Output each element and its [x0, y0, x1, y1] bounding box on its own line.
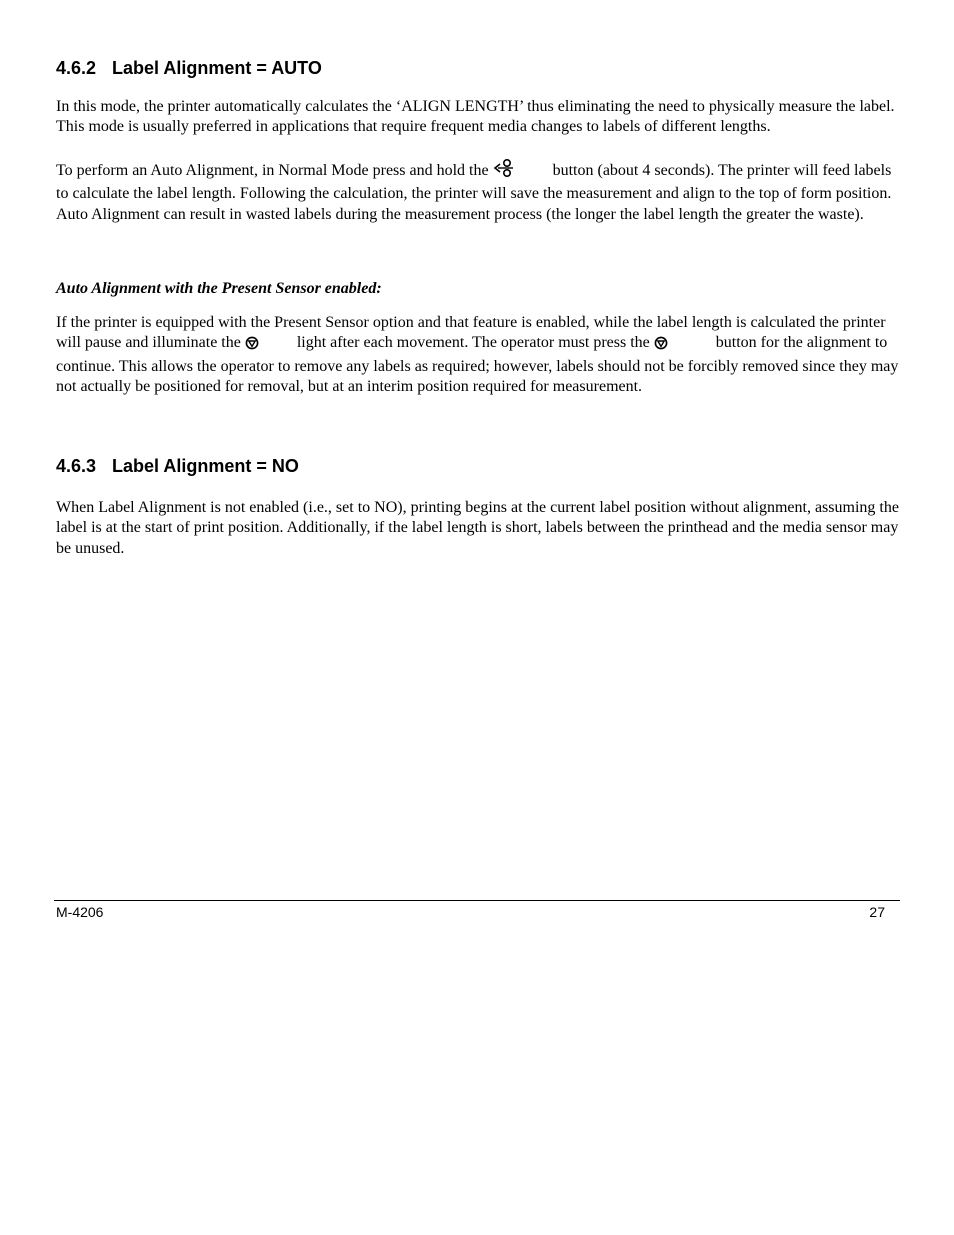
section-title: Label Alignment = AUTO — [112, 58, 322, 78]
section-number: 4.6.3 — [56, 456, 97, 476]
pause-icon — [654, 336, 668, 356]
para-text: light after each movement. The operator must press the — [296, 334, 654, 352]
paragraph-alignment-no: When Label Alignment is not enabled (i.e., set to NO), printing begins at the current label position without alignment, assuming the label is at the start of print position. Additionally, if the label length is short, labels between the printhead and the media sensor may be unused. — [56, 499, 899, 557]
footer-divider — [54, 900, 900, 901]
section-heading-4-6-2 — [56, 58, 322, 79]
pause-icon — [245, 336, 259, 356]
footer-doc-number: M-4206 — [56, 904, 104, 920]
paragraph-present-sensor — [56, 313, 902, 398]
para-text: To perform an Auto Alignment, in Normal Mode press and hold the — [56, 162, 493, 179]
subheading-present-sensor: Auto Alignment with the Present Sensor enabled: — [56, 280, 382, 297]
para-text: button (about 4 seconds). The printer will feed labels to calculate the label length. Following the calculation, the printer will save the measurement and align to the top of form position. Auto Alignment can result in wasted labels during the measurement process (the longer the label length the greater the waste). — [56, 162, 892, 223]
section-number: 4.6.2 — [56, 58, 97, 78]
feed-align-icon — [493, 158, 515, 184]
para-text: button for the alignment to continue. This allows the operator to remove any labels as required; however, labels should not be forcibly removed since they may not actually be positioned for removal, but at an interim position required for measurement. — [56, 334, 899, 396]
footer-page-number: 27 — [869, 904, 885, 920]
section-title: Label Alignment = NO — [112, 456, 299, 476]
section-heading-4-6-3 — [56, 456, 299, 477]
paragraph-auto-mode: In this mode, the printer automatically calculates the ‘ALIGN LENGTH’ thus eliminating the need to physically measure the label. This mode is usually preferred in applications that require frequent media changes to labels of different lengths. — [56, 98, 895, 136]
para-text: If the printer is equipped with the Present Sensor option and that feature is enabled, while the label length is calculated the printer will pause and illuminate the — [56, 314, 886, 352]
paragraph-auto-procedure — [56, 158, 902, 225]
